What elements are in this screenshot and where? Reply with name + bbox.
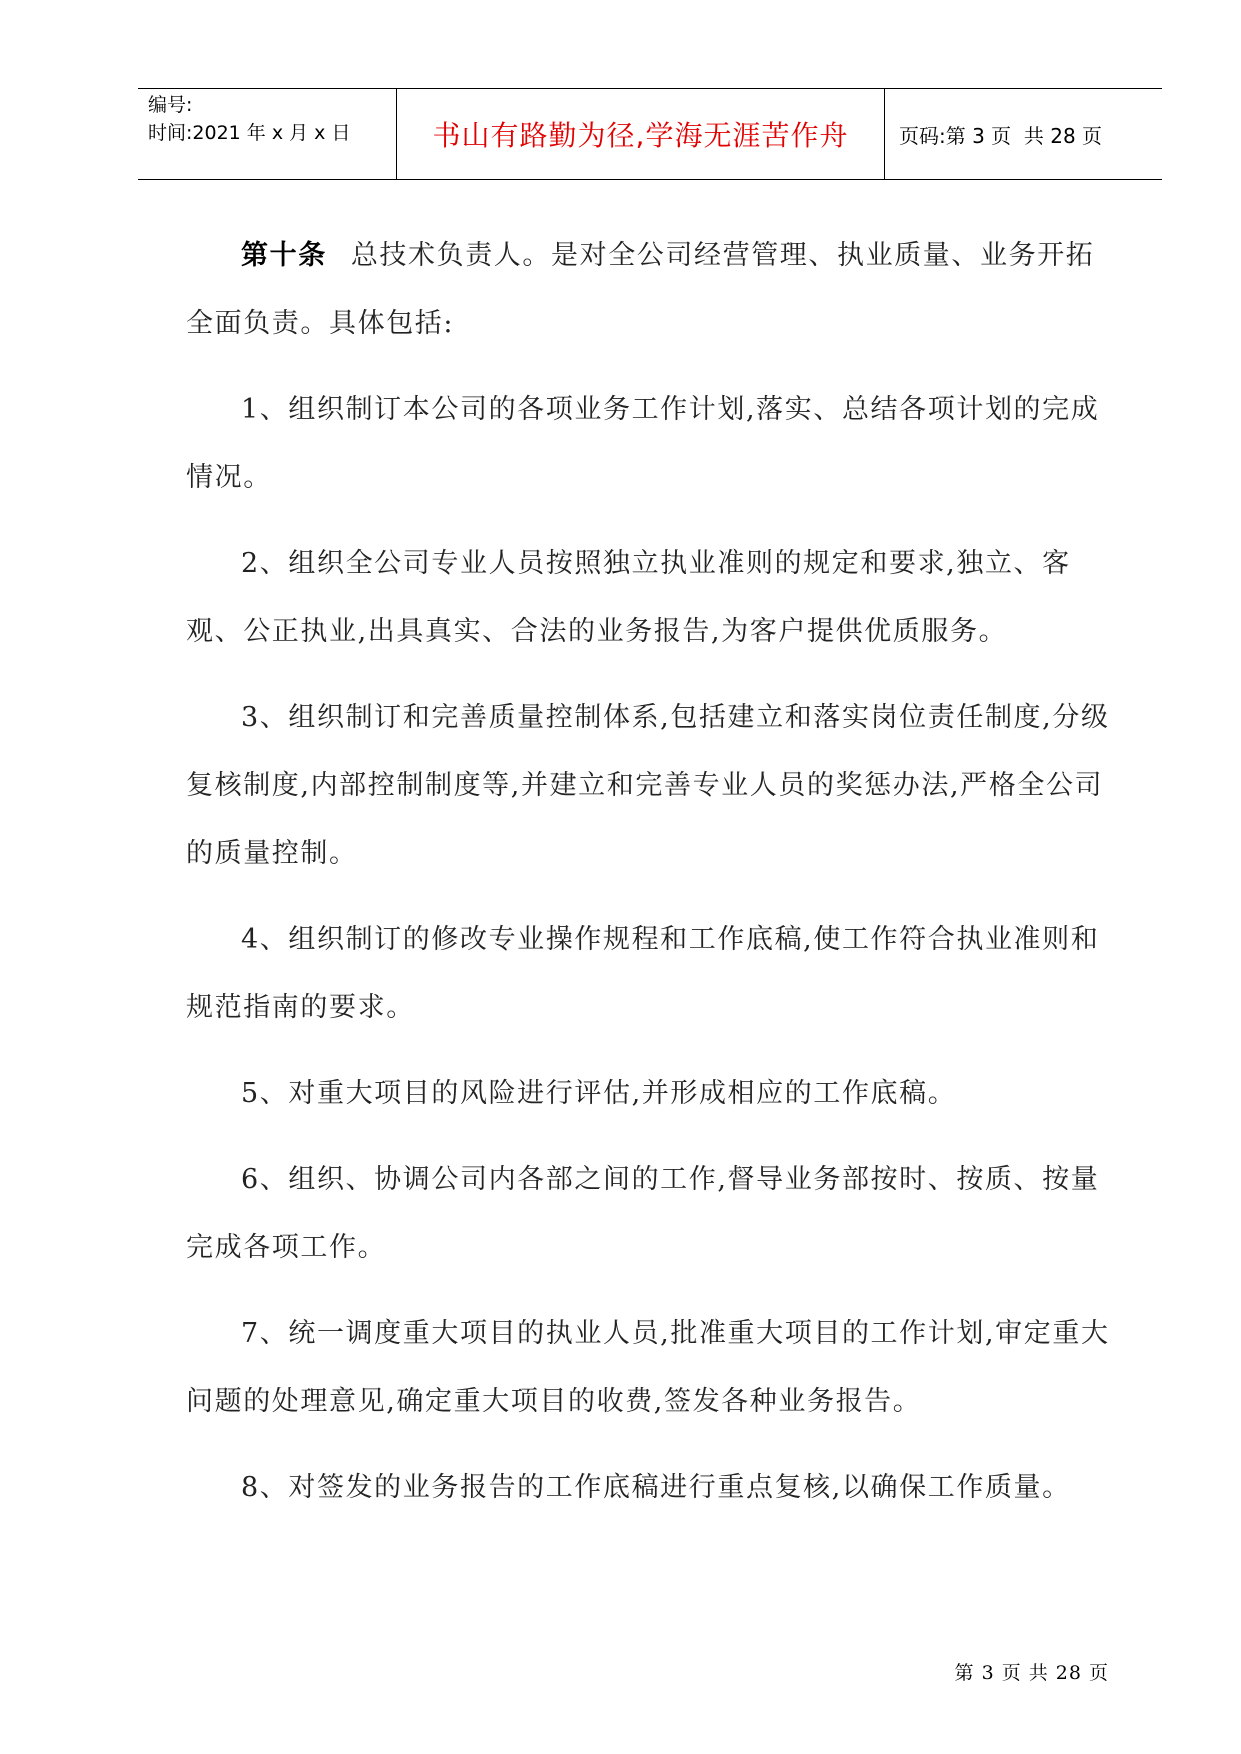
header-meta: [138, 89, 397, 179]
number-label: 编号:: [148, 94, 193, 116]
list-item-6: 6、组织、协调公司内各部之间的工作,督导业务部按时、按质、按量完成各项工作。: [186, 1164, 1100, 1263]
list-item-3: 3、组织制订和完善质量控制体系,包括建立和落实岗位责任制度,分级复核制度,内部控制制度等,并建立和完善专业人员的奖惩办法,严格全公司的质量控制。: [186, 702, 1110, 869]
article-body: [186, 222, 1112, 1540]
motto-text: 书山有路勤为径,学海无涯苦作舟: [432, 119, 849, 152]
article-number: 第十条: [241, 240, 327, 271]
article-intro: [186, 222, 1112, 358]
list-item-5: 5、对重大项目的风险进行评估,并形成相应的工作底稿。: [241, 1078, 957, 1109]
list-item-2: 2、组织全公司专业人员按照独立执业准则的规定和要求,独立、客观、公正执业,出具真实、合法的业务报告,为客户提供优质服务。: [186, 548, 1071, 647]
list-item-1: 1、组织制订本公司的各项业务工作计划,落实、总结各项计划的完成情况。: [186, 394, 1100, 493]
list-item-4: 4、组织制订的修改专业操作规程和工作底稿,使工作符合执业准则和规范指南的要求。: [186, 924, 1100, 1023]
page-header: [138, 88, 1162, 180]
list-item-8: 8、对签发的业务报告的工作底稿进行重点复核,以确保工作质量。: [241, 1472, 1071, 1503]
page-footer: [955, 1658, 1109, 1685]
header-motto: [397, 89, 885, 179]
list-item-7: 7、统一调度重大项目的执业人员,批准重大项目的工作计划,审定重大问题的处理意见,确定重大项目的收费,签发各种业务报告。: [186, 1318, 1110, 1417]
article-intro-text: 总技术负责人。是对全公司经营管理、执业质量、业务开拓全面负责。具体包括:: [186, 240, 1095, 339]
time-label: 时间:2021 年 x 月 x 日: [148, 122, 351, 144]
footer-page-number: 第 3 页 共 28 页: [954, 1662, 1109, 1684]
page-info-text: 页码:第 3 页 共 28 页: [899, 123, 1103, 148]
header-page-info: [885, 89, 1162, 179]
